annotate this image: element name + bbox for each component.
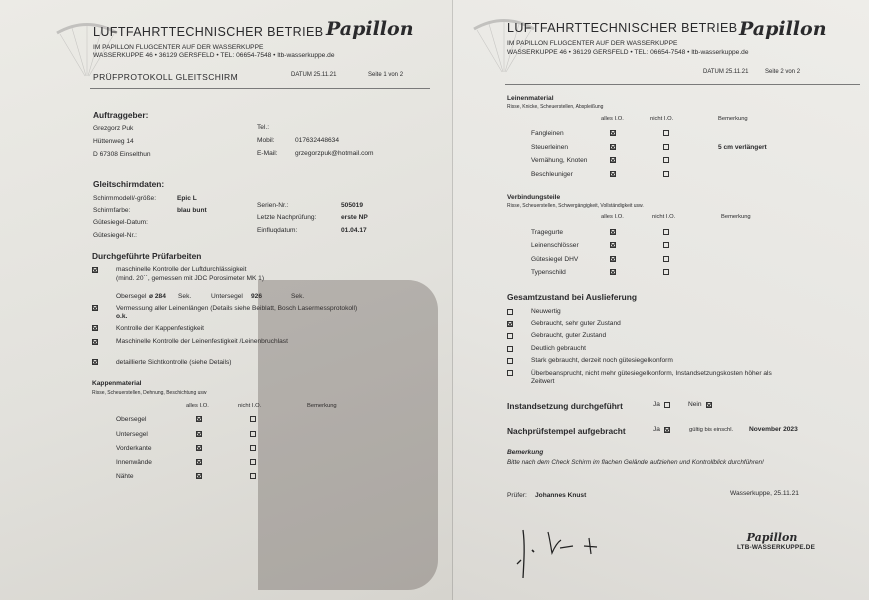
color-value: blau bunt xyxy=(177,207,207,214)
client-heading: Auftraggeber: xyxy=(93,110,149,120)
document-date: DATUM 25.11.21 xyxy=(703,69,749,75)
repair-ja-checkbox[interactable] xyxy=(664,402,670,408)
typenschild-ok-checkbox[interactable] xyxy=(610,269,616,275)
condition-deutlich-label: Deutlich gebraucht xyxy=(531,345,586,352)
lines-heading: Leinenmaterial xyxy=(507,95,554,102)
repair-nein-checkbox[interactable] xyxy=(706,402,712,408)
works-heading: Durchgeführte Prüfarbeiten xyxy=(92,251,202,261)
condition-heading: Gesamtzustand bei Auslieferung xyxy=(507,292,637,302)
mobil-value: 017632448634 xyxy=(295,137,340,144)
first-flight-value: 01.04.17 xyxy=(341,227,367,234)
fangleinen-nok-checkbox[interactable] xyxy=(663,130,669,136)
lines-col-nok: nicht I.O. xyxy=(650,116,674,122)
address-line-1: IM PAPILLON FLUGCENTER AUF DER WASSERKUPPE xyxy=(93,44,264,51)
lines-subheading: Risse, Knicke, Scheuerstellen, Abspleißung xyxy=(507,104,604,110)
porosity-check-label: maschinelle Kontrolle der Luftdurchlässigkeit xyxy=(116,266,247,273)
canopy-col-remark: Bemerkung xyxy=(307,403,337,409)
connectors-row-guetesiegel: Gütesiegel DHV xyxy=(531,256,579,263)
canopy-obersegel-ok-checkbox[interactable] xyxy=(196,416,202,422)
fangleinen-ok-checkbox[interactable] xyxy=(610,130,616,136)
canopy-row-naehte: Nähte xyxy=(116,473,134,480)
line-strength-label: Maschinelle Kontrolle der Leinenfestigkeit /Leinenbruchlast xyxy=(116,338,288,345)
line-strength-checkbox[interactable] xyxy=(92,339,98,345)
condition-neuwertig-checkbox[interactable] xyxy=(507,309,513,315)
document-date: DATUM 25.11.21 xyxy=(291,72,337,78)
connectors-col-remark: Bemerkung xyxy=(721,214,751,220)
condition-sehr-gut-label: Gebraucht, sehr guter Zustand xyxy=(531,320,621,327)
tragegurte-nok-checkbox[interactable] xyxy=(663,229,669,235)
photo-shadow xyxy=(258,280,438,590)
page-number: Seite 2 von 2 xyxy=(765,69,801,75)
tragegurte-ok-checkbox[interactable] xyxy=(610,229,616,235)
porosity-check-checkbox[interactable] xyxy=(92,267,98,273)
address-line-2: WASSERKUPPE 46 • 36129 GERSFELD • TEL: 06654-7548 • ltb-wasserkuppe.de xyxy=(507,49,749,56)
condition-ueberbeansprucht-label: Überbeansprucht, nicht mehr gütesiegelkonform, Instandsetzungskosten höher als xyxy=(531,370,772,377)
company-stamp xyxy=(737,531,816,551)
remark-text: Bitte nach dem Check Schirm im flachen Gelände aufziehen und Kontrollblick durchführen! xyxy=(507,459,764,466)
guetesiegel-nok-checkbox[interactable] xyxy=(663,256,669,262)
canopy-innenwaende-ok-checkbox[interactable] xyxy=(196,459,202,465)
place-date: Wasserkuppe, 25.11.21 xyxy=(730,490,799,497)
repair-ja-label: Ja xyxy=(653,401,660,408)
beschleuniger-ok-checkbox[interactable] xyxy=(610,171,616,177)
seal-date-label: Gütesiegel-Datum: xyxy=(93,219,148,226)
glider-heading: Gleitschirmdaten: xyxy=(93,179,165,189)
model-label: Schirmmodell/-größe: xyxy=(93,195,157,202)
repair-nein-label: Nein xyxy=(688,401,702,408)
line-measure-label: Vermessung aller Leinenlängen (Details siehe Beiblatt, Bosch Lasermessprotokoll) xyxy=(116,305,358,312)
condition-deutlich-checkbox[interactable] xyxy=(507,346,513,352)
address-line-2: WASSERKUPPE 46 • 36129 GERSFELD • TEL: 06654-7548 • ltb-wasserkuppe.de xyxy=(93,52,335,59)
canopy-strength-label: Kontrolle der Kappenfestigkeit xyxy=(116,325,204,332)
seal-nr-label: Gütesiegel-Nr.: xyxy=(93,232,137,239)
condition-gut-label: Gebraucht, guter Zustand xyxy=(531,332,607,339)
connectors-row-leinenschloesser: Leinenschlösser xyxy=(531,242,579,249)
canopy-vorderkante-ok-checkbox[interactable] xyxy=(196,445,202,451)
porosity-check-details: (mind. 20´´, gemessen mit JDC Porosimeter MK 1) xyxy=(116,275,265,282)
email-label: E-Mail: xyxy=(257,150,278,157)
repair-label: Instandsetzung durchgeführt xyxy=(507,401,623,411)
company-name: LUFTFAHRTTECHNISCHER BETRIEB xyxy=(507,21,738,35)
serial-label: Serien-Nr.: xyxy=(257,202,289,209)
untersegel-value: 926 xyxy=(251,293,263,300)
document-title: PRÜFPROTOKOLL GLEITSCHIRM xyxy=(93,72,239,82)
header-divider xyxy=(90,88,430,89)
lines-row-vernaehung: Vernähung, Knoten xyxy=(531,157,588,164)
company-name: LUFTFAHRTTECHNISCHER BETRIEB xyxy=(93,25,324,39)
visual-check-label: detaillierte Sichtkontrolle (siehe Details) xyxy=(116,359,232,366)
color-label: Schirmfarbe: xyxy=(93,207,131,214)
condition-ueberbeansprucht-label-cont: Zeitwert xyxy=(531,378,555,385)
stamp-applied-label: Nachprüfstempel aufgebracht xyxy=(507,426,626,436)
canopy-untersegel-ok-checkbox[interactable] xyxy=(196,431,202,437)
remark-label: Bemerkung xyxy=(507,449,544,456)
page-number: Seite 1 von 2 xyxy=(368,72,404,78)
obersegel-unit: Sek. xyxy=(178,293,192,300)
condition-ueberbeansprucht-checkbox[interactable] xyxy=(507,370,513,376)
canopy-naehte-ok-checkbox[interactable] xyxy=(196,473,202,479)
connectors-subheading: Risse, Scheuerstellen, Schwergängigkeit, Vollständigkeit usw. xyxy=(507,203,644,209)
canopy-obersegel-nok-checkbox[interactable] xyxy=(250,416,256,422)
address-line-1: IM PAPILLON FLUGCENTER AUF DER WASSERKUPPE xyxy=(507,40,678,47)
client-street: Hüttenweg 14 xyxy=(93,138,134,145)
guetesiegel-ok-checkbox[interactable] xyxy=(610,256,616,262)
leinenschloesser-nok-checkbox[interactable] xyxy=(663,242,669,248)
last-check-value: erste NP xyxy=(341,214,368,221)
first-flight-label: Einfluqdatum: xyxy=(257,227,298,234)
canopy-strength-checkbox[interactable] xyxy=(92,325,98,331)
canopy-row-untersegel: Untersegel xyxy=(116,431,148,438)
protocol-page-2 xyxy=(453,0,869,600)
canopy-col-ok: alles I.O. xyxy=(186,403,209,409)
mobil-label: Mobil: xyxy=(257,137,275,144)
condition-gut-checkbox[interactable] xyxy=(507,333,513,339)
canopy-naehte-nok-checkbox[interactable] xyxy=(250,473,256,479)
lines-col-ok: alles I.O. xyxy=(601,116,624,122)
canopy-col-nok: nicht I.O. xyxy=(238,403,262,409)
line-measure-checkbox[interactable] xyxy=(92,305,98,311)
company-logo: Papillon xyxy=(326,18,414,40)
connectors-col-ok: alles I.O. xyxy=(601,214,624,220)
valid-until-label: gültig bis einschl. xyxy=(689,427,734,433)
stamp-url: LTB-WASSERKUPPE.DE xyxy=(737,544,816,551)
steuerleinen-remark: 5 cm verlängert xyxy=(718,144,767,151)
serial-value: 505019 xyxy=(341,202,364,209)
client-name: Grezgorz Puk xyxy=(93,125,134,132)
vernaehung-nok-checkbox[interactable] xyxy=(663,157,669,163)
typenschild-nok-checkbox[interactable] xyxy=(663,269,669,275)
inspector-name: Johannes Knust xyxy=(535,492,587,499)
inspector-signature xyxy=(515,520,610,582)
connectors-row-tragegurte: Tragegurte xyxy=(531,229,564,236)
canopy-untersegel-nok-checkbox[interactable] xyxy=(250,431,256,437)
lines-row-steuerleinen: Steuerleinen xyxy=(531,144,569,151)
model-value: Epic L xyxy=(177,195,197,202)
visual-check-checkbox[interactable] xyxy=(92,359,98,365)
client-city: D 67308 Einselthun xyxy=(93,151,151,158)
canopy-vorderkante-nok-checkbox[interactable] xyxy=(250,445,256,451)
condition-neuwertig-label: Neuwertig xyxy=(531,308,561,315)
canopy-material-subheading: Risse, Scheuerstellen, Dehnung, Beschichtung usw xyxy=(92,390,207,396)
canopy-material-heading: Kappenmaterial xyxy=(92,380,142,387)
canopy-row-obersegel: Obersegel xyxy=(116,416,147,423)
stamp-ja-checkbox[interactable] xyxy=(664,427,670,433)
company-logo: Papillon xyxy=(739,18,827,40)
condition-stark-label: Stark gebraucht, derzeit noch gütesiegelkonform xyxy=(531,357,673,364)
lines-row-beschleuniger: Beschleuniger xyxy=(531,171,573,178)
leinenschloesser-ok-checkbox[interactable] xyxy=(610,242,616,248)
connectors-row-typenschild: Typenschild xyxy=(531,269,566,276)
canopy-row-innenwaende: Innenwände xyxy=(116,459,152,466)
condition-sehr-gut-checkbox[interactable] xyxy=(507,321,513,327)
email-value: grzegorzpuk@hotmail.com xyxy=(295,150,374,157)
untersegel-unit: Sek. xyxy=(291,293,305,300)
untersegel-label: Untersegel xyxy=(211,293,243,300)
beschleuniger-nok-checkbox[interactable] xyxy=(663,171,669,177)
lines-row-fangleinen: Fangleinen xyxy=(531,130,564,137)
canopy-row-vorderkante: Vorderkante xyxy=(116,445,152,452)
condition-stark-checkbox[interactable] xyxy=(507,358,513,364)
stamp-logo: Papillon xyxy=(746,531,798,544)
connectors-heading: Verbindungsteile xyxy=(507,194,561,201)
obersegel-label: Obersegel xyxy=(116,293,147,300)
steuerleinen-nok-checkbox[interactable] xyxy=(663,144,669,150)
last-check-label: Letzte Nachprüfung: xyxy=(257,214,317,221)
line-measure-result: o.k. xyxy=(116,313,128,320)
obersegel-value: ø 284 xyxy=(149,293,166,300)
valid-until-date: November 2023 xyxy=(749,426,798,433)
tel-label: Tel.: xyxy=(257,124,270,131)
steuerleinen-ok-checkbox[interactable] xyxy=(610,144,616,150)
header-divider xyxy=(505,84,860,85)
canopy-innenwaende-nok-checkbox[interactable] xyxy=(250,459,256,465)
vernaehung-ok-checkbox[interactable] xyxy=(610,157,616,163)
inspector-label: Prüfer: xyxy=(507,492,527,499)
connectors-col-nok: nicht I.O. xyxy=(652,214,676,220)
lines-col-remark: Bemerkung xyxy=(718,116,748,122)
stamp-ja-label: Ja xyxy=(653,426,660,433)
